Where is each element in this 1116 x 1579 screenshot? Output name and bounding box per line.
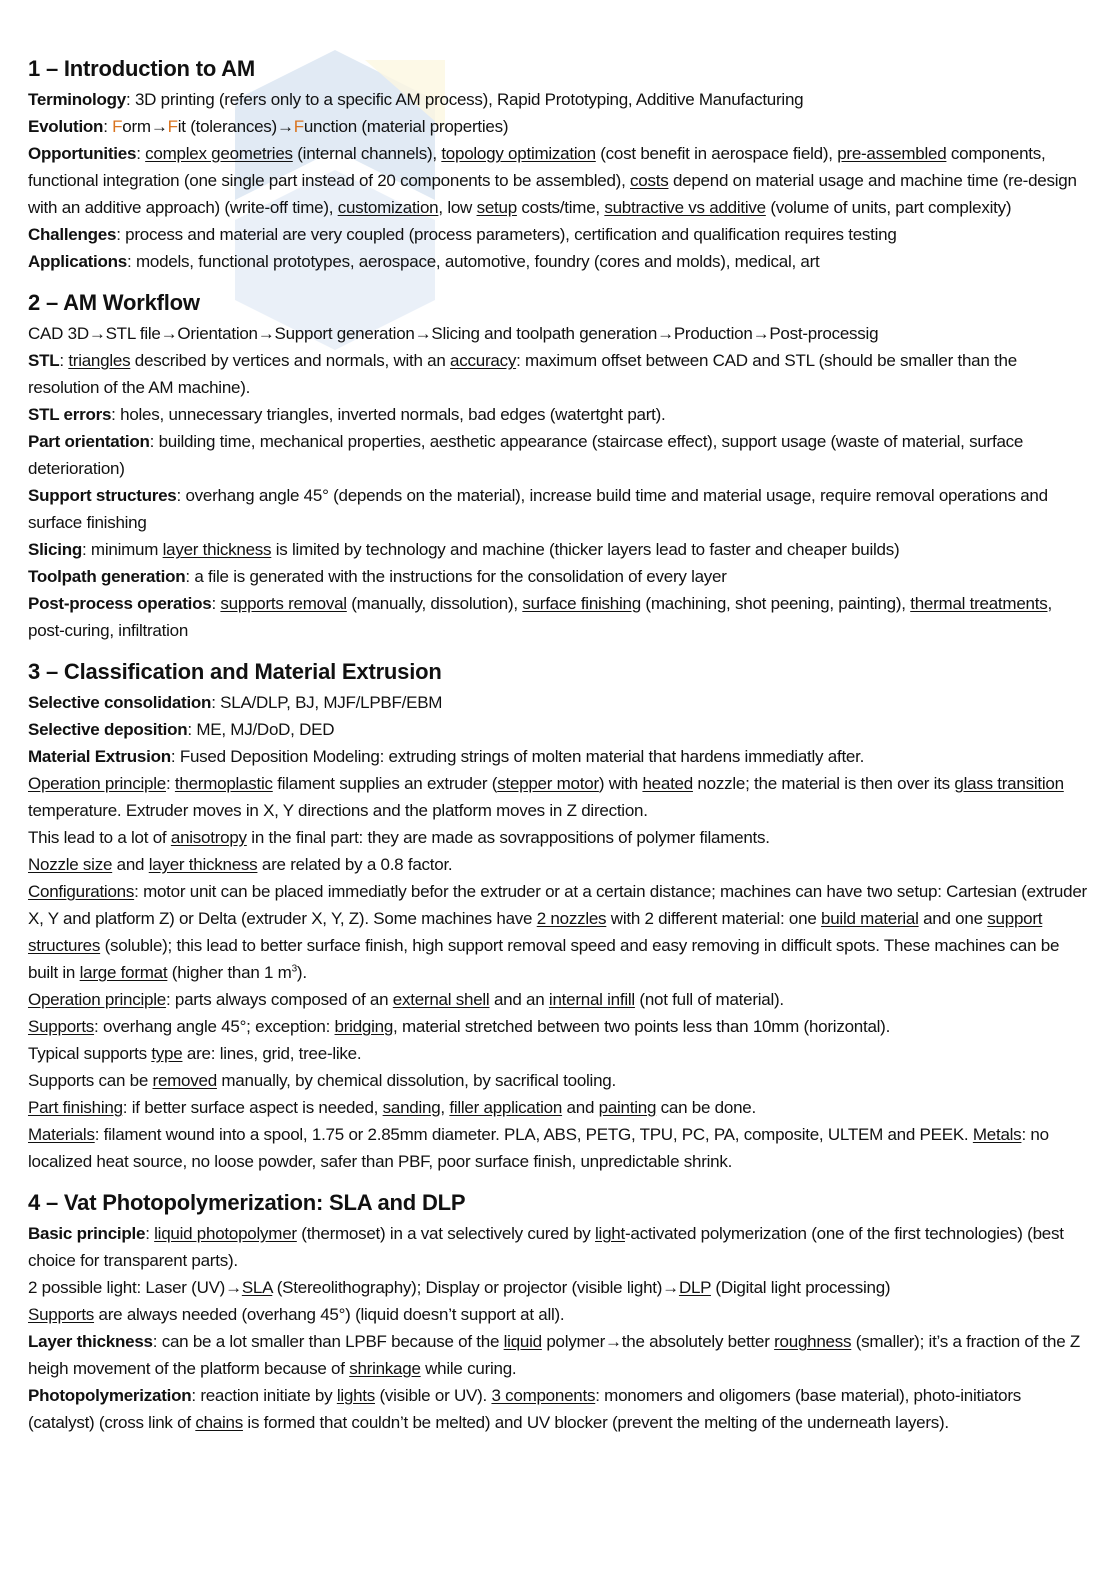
underlined-term: Materials bbox=[28, 1125, 95, 1144]
underlined-term: Nozzle size bbox=[28, 855, 113, 874]
underlined-term: sanding bbox=[382, 1098, 441, 1117]
section-heading: 4 – Vat Photopolymerization: SLA and DLP bbox=[28, 1190, 466, 1215]
section-heading: 1 – Introduction to AM bbox=[28, 56, 255, 81]
text-run: orm→ bbox=[122, 117, 168, 136]
section bbox=[28, 1188, 1088, 1436]
term-label: Photopolymerization bbox=[28, 1386, 192, 1405]
text-run: manually, by chemical dissolution, by sacrifical tooling. bbox=[216, 1071, 616, 1090]
underlined-term: internal infill bbox=[548, 990, 635, 1009]
text-run: , low bbox=[438, 198, 477, 217]
text-run: (thermoset) in a vat selectively cured by bbox=[296, 1224, 596, 1243]
term-label: Toolpath generation bbox=[28, 567, 186, 586]
underlined-term: bridging bbox=[334, 1017, 394, 1036]
term-label: Support structures bbox=[28, 486, 177, 505]
underlined-term: supports removal bbox=[220, 594, 347, 613]
text-run: : motor unit can be placed immediatly befor the extruder or at a certain distance; machines can have two setup: Cartesian (extruder X, Y and platform Z) or Delta (extruder X, Y, Z). Some machines have bbox=[28, 882, 1087, 928]
text-run: : overhang angle 45°; exception: bbox=[94, 1017, 335, 1036]
underlined-term: 2 nozzles bbox=[536, 909, 607, 928]
paragraph bbox=[28, 1121, 1088, 1175]
section-heading: 3 – Classification and Material Extrusion bbox=[28, 659, 442, 684]
text-run: are: lines, grid, tree-like. bbox=[182, 1044, 362, 1063]
underlined-term: build material bbox=[821, 909, 919, 928]
section-heading: 2 – AM Workflow bbox=[28, 290, 200, 315]
underlined-term: large format bbox=[79, 963, 168, 982]
text-run: : if better surface aspect is needed, bbox=[122, 1098, 383, 1117]
text-run: is formed that couldn’t be melted) and UV blocker (prevent the melting of the underneath layers). bbox=[242, 1413, 949, 1432]
text-run: This lead to a lot of bbox=[28, 828, 171, 847]
underlined-term: thermal treatments bbox=[910, 594, 1048, 613]
text-run: and an bbox=[489, 990, 549, 1009]
paragraph bbox=[28, 482, 1088, 536]
text-run: components, functional integration (one single part instead of 20 components to be assembled), bbox=[28, 144, 1046, 190]
term-label: Applications bbox=[28, 252, 128, 271]
text-run: : Fused Deposition Modeling: extruding strings of molten material that hardens immediatly after. bbox=[170, 747, 865, 766]
underlined-term: subtractive vs additive bbox=[604, 198, 766, 217]
text-run: and bbox=[112, 855, 149, 874]
text-run: : no localized heat source, no loose powder, safer than PBF, poor surface finish, unpredictable shrink. bbox=[28, 1125, 1049, 1171]
underlined-term: Supports bbox=[28, 1017, 95, 1036]
paragraph bbox=[28, 770, 1088, 824]
underlined-term: glass transition bbox=[954, 774, 1064, 793]
term-label: Opportunities bbox=[28, 144, 137, 163]
underlined-term: painting bbox=[598, 1098, 657, 1117]
text-run: F bbox=[112, 117, 123, 136]
text-run: : can be a lot smaller than LPBF because of the bbox=[152, 1332, 504, 1351]
text-run: : process and material are very coupled (process parameters), certification and qualification requires testing bbox=[116, 225, 897, 244]
term-label: STL bbox=[28, 351, 60, 370]
underlined-term: Supports bbox=[28, 1305, 95, 1324]
paragraph bbox=[28, 1301, 1088, 1328]
paragraph bbox=[28, 716, 1088, 743]
text-run: Supports can be bbox=[28, 1071, 153, 1090]
text-run: filament supplies an extruder ( bbox=[272, 774, 498, 793]
paragraph bbox=[28, 221, 1088, 248]
section bbox=[28, 54, 1088, 275]
text-run: : ME, MJ/DoD, DED bbox=[187, 720, 335, 739]
term-label: Selective consolidation bbox=[28, 693, 212, 712]
underlined-term: stepper motor bbox=[497, 774, 599, 793]
paragraph bbox=[28, 401, 1088, 428]
underlined-term: Configurations bbox=[28, 882, 135, 901]
text-run: : bbox=[165, 774, 175, 793]
term-label: Basic principle bbox=[28, 1224, 146, 1243]
underlined-term: Operation principle bbox=[28, 774, 166, 793]
underlined-term: layer thickness bbox=[148, 855, 258, 874]
underlined-term: filler application bbox=[449, 1098, 563, 1117]
text-run: : 3D printing (refers only to a specific AM process), Rapid Prototyping, Additive Manufacturing bbox=[126, 90, 804, 109]
text-run: : parts always composed of an bbox=[165, 990, 393, 1009]
term-label: Part orientation bbox=[28, 432, 150, 451]
text-run: CAD 3D→STL file→Orientation→Support generation→Slicing and toolpath generation→Production→Post-processig bbox=[28, 324, 879, 343]
paragraph bbox=[28, 140, 1088, 221]
underlined-term: type bbox=[151, 1044, 183, 1063]
text-run: temperature. Extruder moves in X, Y directions and the platform moves in Z direction. bbox=[28, 801, 648, 820]
paragraph bbox=[28, 590, 1088, 644]
underlined-term: accuracy bbox=[450, 351, 517, 370]
text-run: (volume of units, part complexity) bbox=[765, 198, 1012, 217]
text-run: with 2 different material: one bbox=[606, 909, 822, 928]
underlined-term: SLA bbox=[241, 1278, 273, 1297]
text-run: (Digital light processing) bbox=[710, 1278, 891, 1297]
term-label: Challenges bbox=[28, 225, 117, 244]
underlined-term: heated bbox=[642, 774, 693, 793]
paragraph bbox=[28, 878, 1088, 986]
underlined-term: setup bbox=[476, 198, 517, 217]
text-run: ) with bbox=[598, 774, 643, 793]
text-run: -activated polymerization (one of the first technologies) (best choice for transparent parts). bbox=[28, 1224, 1064, 1270]
text-run: are related by a 0.8 factor. bbox=[257, 855, 453, 874]
paragraph bbox=[28, 743, 1088, 770]
underlined-term: topology optimization bbox=[441, 144, 596, 163]
text-run: (internal channels), bbox=[292, 144, 442, 163]
paragraph bbox=[28, 1013, 1088, 1040]
underlined-term: Operation principle bbox=[28, 990, 166, 1009]
text-run: is limited by technology and machine (thicker layers lead to faster and cheaper builds) bbox=[271, 540, 900, 559]
paragraph bbox=[28, 689, 1088, 716]
text-run: nozzle; the material is then over its bbox=[692, 774, 955, 793]
text-run: , post-curing, infiltration bbox=[28, 594, 1052, 640]
paragraph bbox=[28, 1220, 1088, 1274]
underlined-term: liquid photopolymer bbox=[154, 1224, 297, 1243]
underlined-term: Part finishing bbox=[28, 1098, 123, 1117]
underlined-term: pre-assembled bbox=[837, 144, 947, 163]
underlined-term: surface finishing bbox=[522, 594, 641, 613]
paragraph bbox=[28, 536, 1088, 563]
underlined-term: costs bbox=[630, 171, 669, 190]
text-run: , material stretched between two points less than 10mm (horizontal). bbox=[393, 1017, 891, 1036]
text-run: : maximum offset between CAD and STL (should be smaller than the resolution of the AM machine). bbox=[28, 351, 1017, 397]
underlined-term: chains bbox=[195, 1413, 243, 1432]
text-run: : bbox=[145, 1224, 155, 1243]
text-run: : overhang angle 45° (depends on the material), increase build time and material usage, require removal operations and surface finishing bbox=[28, 486, 1048, 532]
underlined-term: shrinkage bbox=[349, 1359, 421, 1378]
text-run: : monomers and oligomers (base material), photo-initiators (catalyst) (cross link of bbox=[28, 1386, 1022, 1432]
text-run: : a file is generated with the instructions for the consolidation of every layer bbox=[185, 567, 727, 586]
text-run: 2 possible light: Laser (UV)→ bbox=[28, 1278, 242, 1297]
text-run: : SLA/DLP, BJ, MJF/LPBF/EBM bbox=[211, 693, 443, 712]
section bbox=[28, 288, 1088, 644]
text-run: : building time, mechanical properties, aesthetic appearance (staircase effect), support usage (waste of material, surface deterioration) bbox=[28, 432, 1024, 478]
underlined-term: complex geometries bbox=[145, 144, 293, 163]
text-run: : reaction initiate by bbox=[191, 1386, 337, 1405]
text-run: : filament wound into a spool, 1.75 or 2.85mm diameter. PLA, ABS, PETG, TPU, PC, PA, composite, ULTEM and PEEK. bbox=[94, 1125, 973, 1144]
underlined-term: anisotropy bbox=[170, 828, 247, 847]
paragraph bbox=[28, 1040, 1088, 1067]
term-label: Slicing bbox=[28, 540, 82, 559]
paragraph bbox=[28, 428, 1088, 482]
text-run: : bbox=[136, 144, 146, 163]
underlined-term: external shell bbox=[392, 990, 490, 1009]
paragraph bbox=[28, 1382, 1088, 1436]
text-run: F bbox=[167, 117, 178, 136]
section bbox=[28, 657, 1088, 1175]
text-run: : bbox=[211, 594, 221, 613]
term-label: STL errors bbox=[28, 405, 112, 424]
text-run: : bbox=[103, 117, 113, 136]
text-run: described by vertices and normals, with an bbox=[130, 351, 451, 370]
underlined-term: support structures bbox=[28, 909, 1043, 955]
text-run: are always needed (overhang 45°) (liquid doesn’t support at all). bbox=[94, 1305, 565, 1324]
text-run: (soluble); this lead to better surface finish, high support removal speed and easy removing in difficult spots. These machines can be built in bbox=[28, 936, 1060, 982]
text-run: (not full of material). bbox=[634, 990, 784, 1009]
paragraph bbox=[28, 1328, 1088, 1382]
text-run: : bbox=[59, 351, 69, 370]
text-run: Typical supports bbox=[28, 1044, 152, 1063]
underlined-term: roughness bbox=[774, 1332, 852, 1351]
paragraph bbox=[28, 347, 1088, 401]
text-run: ). bbox=[296, 963, 307, 982]
paragraph bbox=[28, 563, 1088, 590]
paragraph bbox=[28, 320, 1088, 347]
text-run: (cost benefit in aerospace field), bbox=[595, 144, 838, 163]
term-label: Material Extrusion bbox=[28, 747, 171, 766]
text-run: unction (material properties) bbox=[303, 117, 509, 136]
underlined-term: removed bbox=[152, 1071, 217, 1090]
term-label: Layer thickness bbox=[28, 1332, 153, 1351]
paragraph bbox=[28, 824, 1088, 851]
term-label: Terminology bbox=[28, 90, 126, 109]
text-run: : holes, unnecessary triangles, inverted normals, bad edges (watertght part). bbox=[111, 405, 666, 424]
text-run: 3 bbox=[291, 963, 297, 975]
text-run: : models, functional prototypes, aerospace, automotive, foundry (cores and molds), medical, art bbox=[127, 252, 820, 271]
term-label: Selective deposition bbox=[28, 720, 188, 739]
paragraph bbox=[28, 1067, 1088, 1094]
text-run: in the final part: they are made as sovrappositions of polymer filaments. bbox=[246, 828, 770, 847]
paragraph bbox=[28, 113, 1088, 140]
paragraph bbox=[28, 986, 1088, 1013]
text-run: (higher than 1 m bbox=[167, 963, 292, 982]
paragraph bbox=[28, 1274, 1088, 1301]
text-run: : minimum bbox=[81, 540, 163, 559]
paragraph bbox=[28, 851, 1088, 878]
text-run: , bbox=[440, 1098, 450, 1117]
text-run: while curing. bbox=[420, 1359, 517, 1378]
text-run: costs/time, bbox=[516, 198, 605, 217]
text-run: polymer→the absolutely better bbox=[541, 1332, 775, 1351]
document-content bbox=[28, 54, 1088, 1449]
text-run: (smaller); it’s a fraction of the Z heigh movement of the platform because of bbox=[28, 1332, 1081, 1378]
underlined-term: lights bbox=[336, 1386, 376, 1405]
text-run: can be done. bbox=[656, 1098, 756, 1117]
text-run: (machining, shot peening, painting), bbox=[640, 594, 911, 613]
paragraph bbox=[28, 86, 1088, 113]
underlined-term: customization bbox=[337, 198, 439, 217]
underlined-term: light bbox=[595, 1224, 625, 1243]
text-run: F bbox=[293, 117, 304, 136]
paragraph bbox=[28, 1094, 1088, 1121]
term-label: Evolution bbox=[28, 117, 104, 136]
text-run: and bbox=[562, 1098, 599, 1117]
term-label: Post-process operatios bbox=[28, 594, 212, 613]
underlined-term: triangles bbox=[68, 351, 131, 370]
text-run: (Stereolithography); Display or projector (visible light)→ bbox=[272, 1278, 679, 1297]
underlined-term: liquid bbox=[503, 1332, 542, 1351]
text-run: (visible or UV). bbox=[375, 1386, 492, 1405]
underlined-term: DLP bbox=[678, 1278, 711, 1297]
text-run: depend on material usage and machine time (re-design with an additive approach) (write-off time), bbox=[28, 171, 1077, 217]
underlined-term: layer thickness bbox=[162, 540, 272, 559]
text-run: (manually, dissolution), bbox=[346, 594, 523, 613]
underlined-term: Metals bbox=[972, 1125, 1022, 1144]
paragraph bbox=[28, 248, 1088, 275]
underlined-term: 3 components bbox=[491, 1386, 596, 1405]
text-run: it (tolerances)→ bbox=[177, 117, 294, 136]
text-run: and one bbox=[918, 909, 988, 928]
underlined-term: thermoplastic bbox=[174, 774, 273, 793]
